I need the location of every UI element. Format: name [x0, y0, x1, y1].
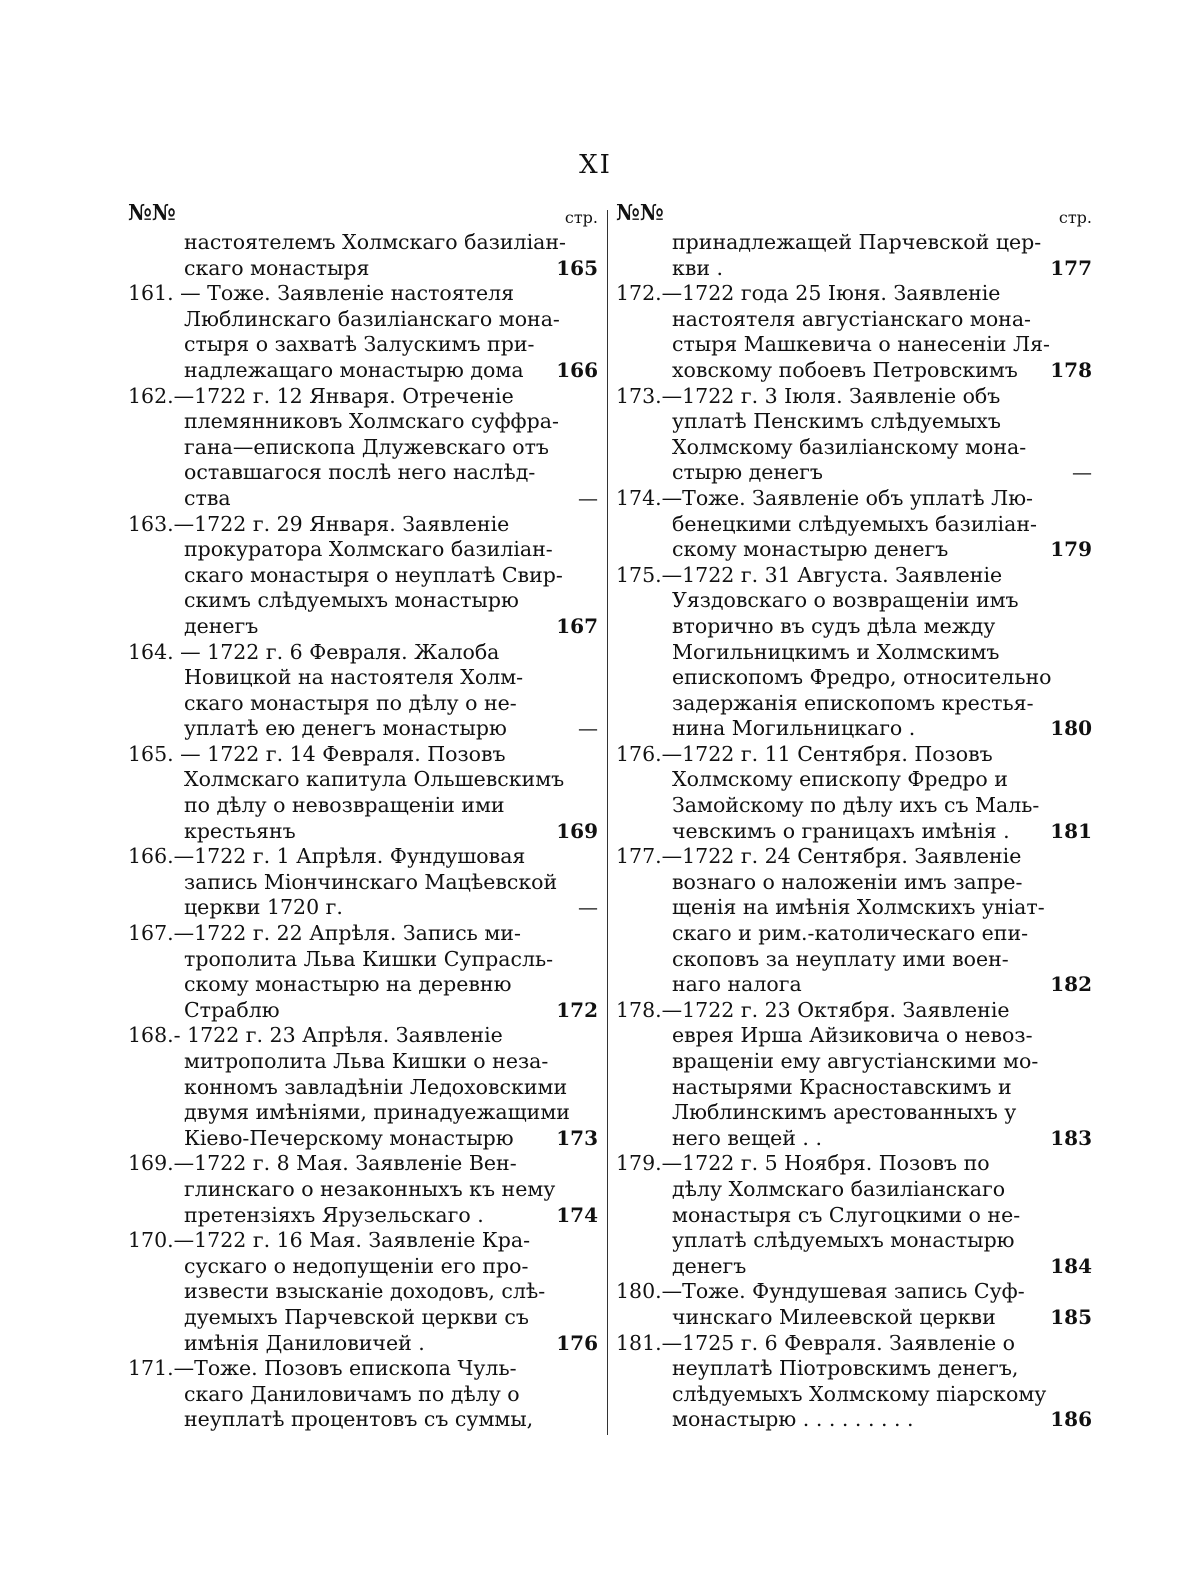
- toc-entry: [616, 563, 1092, 742]
- toc-entry-text: Люблинскимъ арестованныхъ у: [672, 1100, 1017, 1125]
- toc-entry-text: Люблинскаго базиліанскаго мона-: [184, 306, 560, 331]
- toc-entry-text: 170.—1722 г. 16 Мая. Заявленіе Кра-: [128, 1228, 531, 1253]
- toc-entry: [616, 844, 1092, 998]
- toc-entry-line: [616, 665, 1092, 691]
- toc-page-number: 186: [1050, 1407, 1092, 1432]
- toc-entry-text: епископомъ Фредро, относительно: [672, 665, 1052, 690]
- toc-entry: [128, 742, 598, 844]
- toc-entry-text: племянниковъ Холмскаго суффра-: [184, 409, 559, 434]
- column-divider: [607, 210, 608, 1435]
- toc-entry-text: Холмскому базиліанскому мона-: [672, 434, 1027, 459]
- toc-entry-text: 176.—1722 г. 11 Сентября. Позовъ: [616, 741, 993, 766]
- toc-entry-line: [128, 895, 598, 921]
- toc-entry-line: [616, 921, 1092, 947]
- toc-entry-text: еврея Ирша Айзиковича о невоз-: [672, 1023, 1033, 1048]
- toc-entry-line: [128, 947, 598, 973]
- toc-entry-line: [128, 358, 598, 384]
- toc-entry-text: неуплатѣ Піотровскимъ денегъ,: [672, 1356, 1019, 1381]
- toc-entry-line: [128, 1151, 598, 1177]
- toc-entry-line: [616, 614, 1092, 640]
- toc-entry-line: [616, 691, 1092, 717]
- left-number-header: №№: [128, 200, 176, 226]
- toc-entry-line: [128, 921, 598, 947]
- toc-entry-line: [128, 1279, 598, 1305]
- toc-page-number: 176: [556, 1330, 598, 1355]
- toc-entry-line: [616, 307, 1092, 333]
- toc-entry-text: имѣнія Даниловичей .: [184, 1330, 425, 1355]
- toc-entry-line: [616, 640, 1092, 666]
- toc-entry-line: [616, 1382, 1092, 1408]
- toc-entry-line: [128, 384, 598, 410]
- toc-entry-line: [616, 716, 1092, 742]
- toc-entry-text: глинскаго о незаконныхъ къ нему: [184, 1176, 556, 1201]
- toc-entry-line: [128, 1100, 598, 1126]
- toc-entry-line: [616, 844, 1092, 870]
- toc-entry-text: скаго монастыря: [184, 255, 370, 280]
- toc-entry-line: [128, 1049, 598, 1075]
- toc-entry-text: скому монастырю денегъ: [672, 537, 949, 562]
- toc-page-number: —: [578, 485, 598, 510]
- toc-entry-text: оставшагося послѣ него наслѣд-: [184, 460, 536, 485]
- toc-entry-text: 162.—1722 г. 12 Января. Отреченіе: [128, 383, 514, 408]
- toc-entry-line: [128, 1407, 598, 1433]
- toc-entry-line: [128, 435, 598, 461]
- right-column: [616, 200, 1092, 1433]
- toc-entry-text: 174.—Тоже. Заявленіе объ уплатѣ Лю-: [616, 485, 1033, 510]
- toc-entry-line: [128, 870, 598, 896]
- toc-entry-line: [128, 793, 598, 819]
- toc-entry-line: [128, 460, 598, 486]
- toc-entry: [616, 281, 1092, 383]
- page-number: XI: [579, 150, 612, 180]
- toc-entry-text: Уяздовскаго о возвращеніи имъ: [672, 588, 1019, 613]
- toc-entry-line: [616, 486, 1092, 512]
- toc-entry-text: наго налога: [672, 972, 802, 997]
- toc-page-number: 185: [1050, 1304, 1092, 1329]
- toc-entry-line: [616, 1407, 1092, 1433]
- toc-entry-line: [128, 1331, 598, 1357]
- toc-entry-line: [616, 384, 1092, 410]
- left-page-header: стр.: [564, 208, 598, 227]
- toc-page-number: 167: [556, 613, 598, 638]
- toc-entry: [616, 384, 1092, 486]
- toc-page-number: 165: [556, 255, 598, 280]
- toc-entry-text: 169.—1722 г. 8 Мая. Заявленіе Вен-: [128, 1151, 517, 1176]
- toc-entry-line: [128, 614, 598, 640]
- toc-entry-text: 180.—Тоже. Фундушевая запись Суф-: [616, 1279, 1025, 1304]
- toc-entry-text: конномъ завладѣніи Ледоховскими: [184, 1074, 568, 1099]
- toc-entry-text: Холмскаго капитула Ольшевскимъ: [184, 767, 565, 792]
- toc-entry-line: [616, 460, 1092, 486]
- toc-page-number: 184: [1050, 1253, 1092, 1278]
- toc-entry-line: [616, 1126, 1092, 1152]
- toc-entry-line: [128, 1126, 598, 1152]
- toc-page-number: —: [1072, 460, 1092, 485]
- toc-page-number: 183: [1050, 1125, 1092, 1150]
- toc-entry-line: [616, 947, 1092, 973]
- toc-entry-text: настырями Красноставскимъ и: [672, 1074, 1012, 1099]
- toc-entry-text: кви .: [672, 255, 724, 280]
- toc-entry-line: [616, 537, 1092, 563]
- toc-entry-line: [616, 230, 1092, 256]
- toc-entry: [128, 281, 598, 383]
- toc-entry-text: чевскимъ о границахъ имѣнія .: [672, 818, 1010, 843]
- toc-page-number: 179: [1050, 537, 1092, 562]
- toc-entry-text: 181.—1725 г. 6 Февраля. Заявленіе о: [616, 1330, 1016, 1355]
- toc-entry-text: бенецкими слѣдуемыхъ базиліан-: [672, 511, 1037, 536]
- toc-entry: [128, 1228, 598, 1356]
- toc-entry-text: задержанія епископомъ крестья-: [672, 690, 1034, 715]
- right-page-header: стр.: [1058, 208, 1092, 227]
- right-column-header: [616, 200, 1092, 230]
- toc-entry-text: стыря Машкевича о нанесеніи Ля-: [672, 332, 1050, 357]
- toc-entry-line: [616, 358, 1092, 384]
- toc-entry-line: [128, 691, 598, 717]
- toc-entry-line: [616, 767, 1092, 793]
- toc-entry-line: [128, 256, 598, 282]
- toc-entry-line: [616, 793, 1092, 819]
- toc-entry-text: монастыря съ Слугоцкими о не-: [672, 1202, 1021, 1227]
- toc-entry-line: [128, 563, 598, 589]
- toc-entry-text: 164. — 1722 г. 6 Февраля. Жалоба: [128, 639, 500, 664]
- toc-entry-line: [616, 870, 1092, 896]
- toc-entry-text: по дѣлу о невозвращеніи ими: [184, 793, 505, 818]
- toc-entry-line: [616, 895, 1092, 921]
- toc-entry-text: 177.—1722 г. 24 Сентября. Заявленіе: [616, 844, 1022, 869]
- toc-page-number: 182: [1050, 972, 1092, 997]
- toc-page-number: 172: [556, 997, 598, 1022]
- toc-entry-line: [128, 230, 598, 256]
- toc-entry: [128, 1356, 598, 1433]
- toc-entry: [616, 1151, 1092, 1279]
- toc-entry-line: [616, 742, 1092, 768]
- toc-entry-text: сускаго о недопущеніи его про-: [184, 1253, 529, 1278]
- toc-page-number: 166: [556, 357, 598, 382]
- toc-entry-text: щенія на имѣнія Холмскихъ уніат-: [672, 895, 1045, 920]
- toc-entry-text: прокуратора Холмскаго базиліан-: [184, 537, 553, 562]
- toc-page-number: 173: [556, 1125, 598, 1150]
- toc-entry-text: 168.- 1722 г. 23 Апрѣля. Заявленіе: [128, 1023, 503, 1048]
- toc-entry-line: [128, 819, 598, 845]
- toc-entry-text: 173.—1722 г. 3 Іюля. Заявленіе объ: [616, 383, 1001, 408]
- toc-entry-line: [616, 998, 1092, 1024]
- toc-entry-line: [128, 1075, 598, 1101]
- toc-entry-line: [616, 409, 1092, 435]
- toc-entry-text: вращеніи ему августіанскими мо-: [672, 1049, 1039, 1073]
- toc-entry-line: [128, 1356, 598, 1382]
- toc-entry: [128, 921, 598, 1023]
- toc-entry-text: слѣдуемыхъ Холмскому піарскому: [672, 1381, 1047, 1406]
- toc-entry-line: [616, 281, 1092, 307]
- toc-entry-line: [128, 1203, 598, 1229]
- toc-entry-line: [616, 1023, 1092, 1049]
- toc-entry-line: [616, 1356, 1092, 1382]
- toc-entry-line: [128, 716, 598, 742]
- toc-entry-text: чинскаго Милеевской церкви: [672, 1304, 996, 1329]
- toc-entry: [616, 1279, 1092, 1330]
- toc-entry-text: денегъ: [184, 613, 259, 638]
- toc-entry-text: стырю денегъ: [672, 460, 823, 485]
- toc-entry-line: [616, 819, 1092, 845]
- toc-page-number: 174: [556, 1202, 598, 1227]
- toc-entry-text: гана—епископа Длужевскаго отъ: [184, 434, 549, 459]
- toc-entry-text: 172.—1722 года 25 Іюня. Заявленіе: [616, 281, 1001, 306]
- toc-entry-line: [128, 972, 598, 998]
- toc-entry-text: стыря о захватѣ Залускимъ при-: [184, 332, 535, 357]
- toc-entry-line: [616, 563, 1092, 589]
- toc-page-number: —: [578, 716, 598, 741]
- toc-entry-line: [128, 767, 598, 793]
- toc-entry-line: [128, 998, 598, 1024]
- toc-entry: [616, 486, 1092, 563]
- toc-page-number: 178: [1050, 357, 1092, 382]
- toc-entry-line: [128, 512, 598, 538]
- toc-entry-text: скому монастырю на деревню: [184, 972, 512, 997]
- toc-page-number: 181: [1050, 818, 1092, 843]
- toc-entry-line: [616, 1151, 1092, 1177]
- toc-entry-text: Могильницкимъ и Холмскимъ: [672, 639, 1000, 664]
- toc-entry-text: запись Міончинскаго Мацѣевской: [184, 869, 558, 894]
- toc-entry-text: скаго и рим.-католическаго епи-: [672, 921, 1029, 946]
- toc-entry-line: [128, 332, 598, 358]
- toc-entry-text: 161. — Тоже. Заявленіе настоятеля: [128, 281, 515, 306]
- toc-entry-line: [128, 1177, 598, 1203]
- toc-page-number: 169: [556, 818, 598, 843]
- toc-entry-text: митрополита Льва Кишки о неза-: [184, 1049, 549, 1073]
- left-column-header: [128, 200, 598, 230]
- toc-entry-line: [128, 486, 598, 512]
- toc-entry-continuation: [128, 230, 598, 281]
- toc-entry-text: дѣлу Холмскаго базиліанскаго: [672, 1176, 1006, 1201]
- toc-entry-line: [616, 1254, 1092, 1280]
- toc-entry-line: [128, 640, 598, 666]
- toc-entry-line: [616, 512, 1092, 538]
- toc-entry-line: [128, 844, 598, 870]
- toc-entry-line: [616, 972, 1092, 998]
- toc-page-number: 177: [1050, 255, 1092, 280]
- toc-entry-text: 163.—1722 г. 29 Января. Заявленіе: [128, 511, 510, 536]
- toc-entry-line: [128, 742, 598, 768]
- toc-entry-text: надлежащаго монастырю дома: [184, 357, 524, 382]
- toc-entry-text: скаго монастыря по дѣлу о не-: [184, 690, 517, 715]
- toc-entry: [128, 640, 598, 742]
- toc-entry-text: ховскому побоевъ Петровскимъ: [672, 357, 1018, 382]
- toc-entry: [128, 1023, 598, 1151]
- toc-entry-line: [128, 409, 598, 435]
- toc-page-number: 180: [1050, 716, 1092, 741]
- toc-entry-text: Новицкой на настоятеля Холм-: [184, 665, 524, 690]
- toc-entry-text: вторично въ судъ дѣла между: [672, 613, 996, 638]
- toc-entry-line: [616, 1049, 1092, 1075]
- toc-entry: [128, 384, 598, 512]
- left-column: [128, 200, 598, 1433]
- toc-entry-text: извести взысканіе доходовъ, слѣ-: [184, 1279, 546, 1304]
- toc-entry-text: 175.—1722 г. 31 Августа. Заявленіе: [616, 562, 1003, 587]
- toc-entry-line: [128, 537, 598, 563]
- toc-entry-line: [616, 332, 1092, 358]
- toc-entry-line: [616, 1279, 1092, 1305]
- toc-entry-text: денегъ: [672, 1253, 747, 1278]
- left-entries: [128, 230, 598, 1433]
- toc-entry-text: Страблю: [184, 997, 280, 1022]
- toc-entry-text: ства: [184, 485, 231, 510]
- toc-entry-text: Кіево-Печерскому монастырю: [184, 1125, 514, 1150]
- toc-entry-text: уплатѣ Пенскимъ слѣдуемыхъ: [672, 409, 1001, 434]
- toc-entry-continuation: [616, 230, 1092, 281]
- toc-entry-text: 167.—1722 г. 22 Апрѣля. Запись ми-: [128, 921, 521, 946]
- toc-entry-text: Холмскому епископу Фредро и: [672, 767, 1008, 792]
- toc-entry-line: [616, 1100, 1092, 1126]
- toc-entry-text: скимъ слѣдуемыхъ монастырю: [184, 588, 519, 613]
- toc-entry-text: нина Могильницкаго .: [672, 716, 916, 741]
- right-entries: [616, 230, 1092, 1433]
- toc-entry-line: [616, 1177, 1092, 1203]
- toc-entry: [128, 844, 598, 921]
- toc-entry-text: настоятеля августіанскаго мона-: [672, 306, 1031, 331]
- toc-entry-text: монастырю . . . . . . . . .: [672, 1407, 914, 1432]
- toc-entry-line: [616, 1228, 1092, 1254]
- toc-entry-line: [616, 1075, 1092, 1101]
- toc-entry-text: вознаго о наложеніи имъ запре-: [672, 869, 1023, 894]
- toc-entry-text: скаго Даниловичамъ по дѣлу о: [184, 1381, 520, 1406]
- toc-entry-line: [616, 1331, 1092, 1357]
- toc-entry: [128, 512, 598, 640]
- toc-entry-text: 165. — 1722 г. 14 Февраля. Позовъ: [128, 741, 506, 766]
- toc-entry-text: скаго монастыря о неуплатѣ Свир-: [184, 562, 563, 587]
- toc-entry: [616, 998, 1092, 1152]
- toc-entry-line: [616, 256, 1092, 282]
- toc-entry-text: 171.—Тоже. Позовъ епископа Чуль-: [128, 1356, 517, 1381]
- toc-entry-text: неуплатѣ процентовъ съ суммы,: [184, 1407, 534, 1432]
- toc-entry-line: [128, 1305, 598, 1331]
- toc-entry-text: принадлежащей Парчевской цер-: [672, 230, 1042, 254]
- toc-entry-text: настоятелемъ Холмскаго базиліан-: [184, 230, 566, 254]
- toc-entry-line: [616, 588, 1092, 614]
- right-number-header: №№: [616, 200, 664, 226]
- toc-entry-line: [616, 1203, 1092, 1229]
- toc-entry-text: претензіяхъ Ярузельскаго .: [184, 1202, 484, 1227]
- toc-entry-line: [128, 588, 598, 614]
- toc-entry: [616, 742, 1092, 844]
- toc-entry-line: [616, 435, 1092, 461]
- toc-entry-text: него вещей . .: [672, 1125, 822, 1150]
- toc-entry-text: 178.—1722 г. 23 Октября. Заявленіе: [616, 997, 1010, 1022]
- toc-entry-line: [128, 1023, 598, 1049]
- toc-entry-text: крестьянъ: [184, 818, 296, 843]
- toc-entry: [128, 1151, 598, 1228]
- toc-entry-text: дуемыхъ Парчевской церкви съ: [184, 1304, 529, 1329]
- toc-entry: [616, 1331, 1092, 1433]
- toc-entry-text: уплатѣ слѣдуемыхъ монастырю: [672, 1228, 1015, 1253]
- toc-entry-line: [128, 1382, 598, 1408]
- toc-entry-line: [128, 1254, 598, 1280]
- toc-entry-line: [128, 665, 598, 691]
- toc-entry-text: Замойскому по дѣлу ихъ съ Маль-: [672, 793, 1040, 818]
- toc-entry-line: [616, 1305, 1092, 1331]
- toc-entry-text: уплатѣ ею денегъ монастырю: [184, 716, 507, 741]
- toc-entry-text: церкви 1720 г.: [184, 895, 343, 920]
- toc-entry-text: двумя имѣніями, принадуежащими: [184, 1100, 570, 1125]
- toc-page-number: —: [578, 895, 598, 920]
- toc-entry-text: трополита Льва Кишки Супрасль-: [184, 946, 554, 971]
- toc-entry-text: скоповъ за неуплату ими воен-: [672, 946, 1009, 971]
- toc-entry-line: [128, 281, 598, 307]
- toc-entry-line: [128, 1228, 598, 1254]
- toc-entry-line: [128, 307, 598, 333]
- toc-entry-text: 179.—1722 г. 5 Ноября. Позовъ по: [616, 1151, 990, 1176]
- toc-entry-text: 166.—1722 г. 1 Апрѣля. Фундушовая: [128, 844, 526, 869]
